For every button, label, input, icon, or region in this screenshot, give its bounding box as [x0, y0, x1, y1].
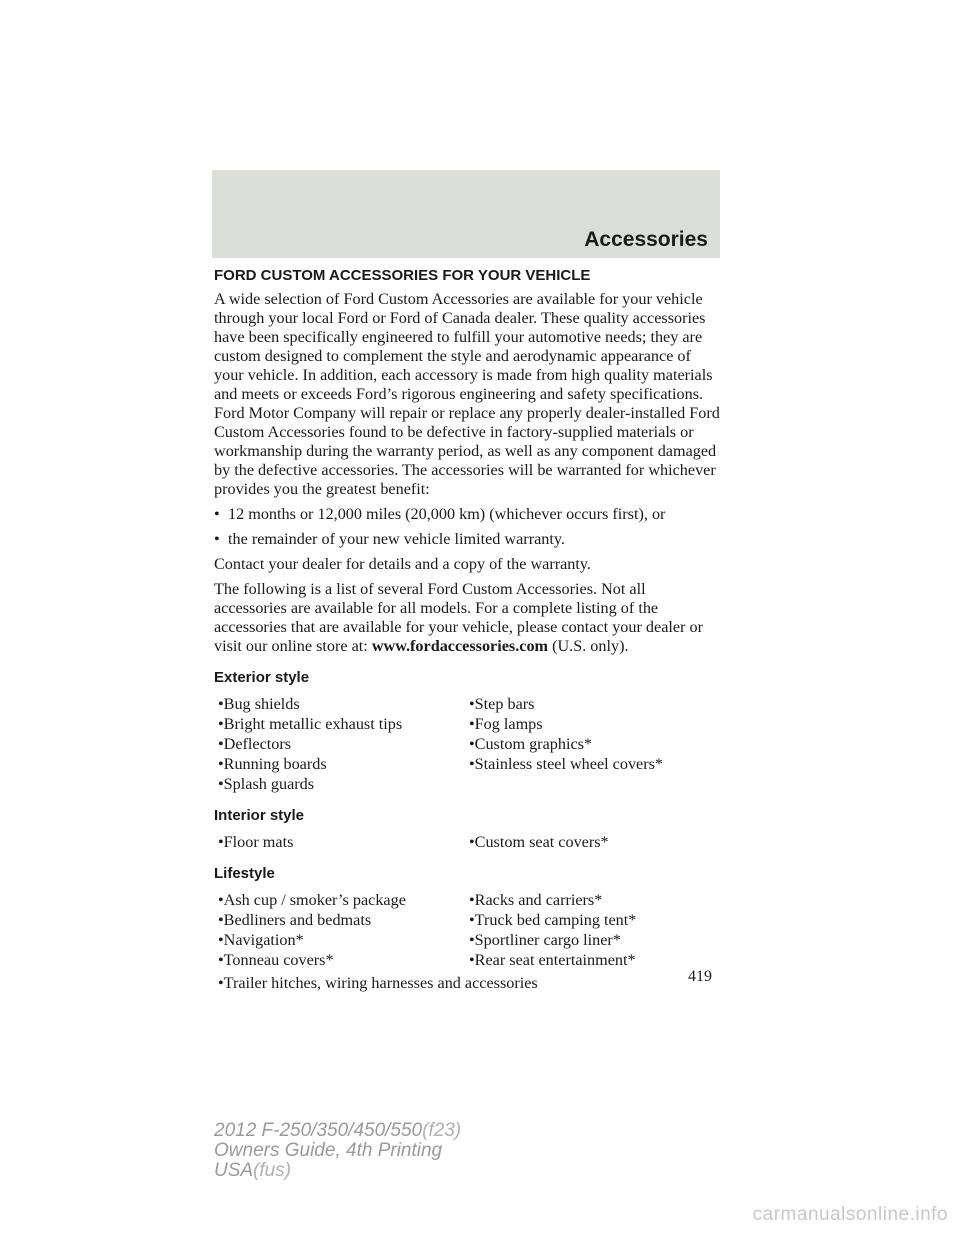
page-heading: FORD CUSTOM ACCESSORIES FOR YOUR VEHICLE: [214, 267, 591, 284]
list-item: •Sportliner cargo liner*: [469, 931, 621, 949]
listing-paragraph: [214, 580, 722, 656]
list-item: •Trailer hitches, wiring harnesses and accessories: [218, 974, 538, 992]
footer-line-2: Owners Guide, 4th Printing: [214, 1140, 443, 1161]
list-item: •Deflectors: [218, 735, 292, 753]
exterior-style-heading: Exterior style: [214, 669, 310, 686]
bullet-dot: •: [214, 530, 220, 548]
page-content: [214, 266, 722, 993]
listing-suffix: (U.S. only).: [552, 637, 629, 655]
list-item: •Running boards: [218, 755, 327, 773]
list-item: •Bright metallic exhaust tips: [218, 715, 403, 733]
section-header-band: [212, 170, 720, 258]
list-item: •Bedliners and bedmats: [218, 911, 372, 929]
list-item: •Ash cup / smoker’s package: [218, 891, 406, 909]
list-item: •Bug shields: [218, 695, 300, 713]
contact-paragraph: Contact your dealer for details and a copy of the warranty.: [214, 555, 591, 573]
intro-paragraph: A wide selection of Ford Custom Accessories are available for your vehicle through your local Ford or Ford of Canada dealer. These quality accessories have been specifically engineered to fulfill your automotive needs; they are custom designed to complement the style and aerodynamic appearance of your vehicle. In addition, each accessory is made from high quality materials and meets or exceeds Ford’s rigorous engineering and safety specifications. Ford Motor Company will repair or replace any properly dealer-installed Ford Custom Accessories found to be defective in factory-supplied materials or workmanship during the warranty period, as well as any component damaged by the defective accessories. The accessories will be warranted for whichever provides you the greatest benefit:: [214, 290, 720, 498]
list-item: •Racks and carriers*: [469, 891, 603, 909]
bullet-dot: •: [214, 505, 220, 523]
watermark-text: carmanualsonline.info: [752, 1204, 948, 1225]
list-item: •Splash guards: [218, 775, 315, 793]
list-item: •Floor mats: [218, 833, 294, 851]
list-item: •Custom graphics*: [469, 735, 593, 753]
list-item: •Truck bed camping tent*: [469, 911, 637, 929]
list-item: •Navigation*: [218, 931, 304, 949]
interior-style-list: [214, 833, 722, 852]
listing-text: The following is a list of several Ford Custom Accessories. Not all accessories are available for all models. For a complete listing of the accessories that are available for your vehicle, please contact your dealer or visit our online store at:: [214, 580, 703, 655]
footer-line-1: [214, 1121, 461, 1141]
warranty-bullet-text: the remainder of your new vehicle limited warranty.: [228, 530, 565, 548]
list-item: •Tonneau covers*: [218, 951, 334, 969]
list-item: [469, 775, 726, 794]
list-item: •Custom seat covers*: [469, 833, 609, 851]
list-item: •Fog lamps: [469, 715, 543, 733]
footer-model-code: (f23): [422, 1120, 462, 1141]
list-item: •Stainless steel wheel covers*: [469, 755, 664, 773]
footer-line-3: [214, 1161, 461, 1181]
accessories-url-link[interactable]: www.fordaccessories.com: [371, 637, 549, 655]
warranty-bullet: [214, 505, 722, 524]
lifestyle-list: [214, 891, 722, 970]
section-title: Accessories: [584, 228, 708, 251]
list-item: •Step bars: [469, 695, 535, 713]
lifestyle-heading: Lifestyle: [214, 865, 275, 882]
exterior-style-list: [214, 695, 722, 794]
footer-model: 2012 F-250/350/450/550: [214, 1120, 423, 1141]
interior-style-heading: Interior style: [214, 807, 305, 824]
warranty-bullet-text: 12 months or 12,000 miles (20,000 km) (whichever occurs first), or: [228, 505, 666, 523]
list-item: •Rear seat entertainment*: [469, 951, 636, 969]
footer-market-code: (fus): [253, 1160, 292, 1181]
document-footer: [214, 1121, 461, 1181]
footer-market: USA: [214, 1160, 254, 1181]
warranty-bullet: [214, 530, 722, 549]
page-number: 419: [688, 968, 712, 985]
